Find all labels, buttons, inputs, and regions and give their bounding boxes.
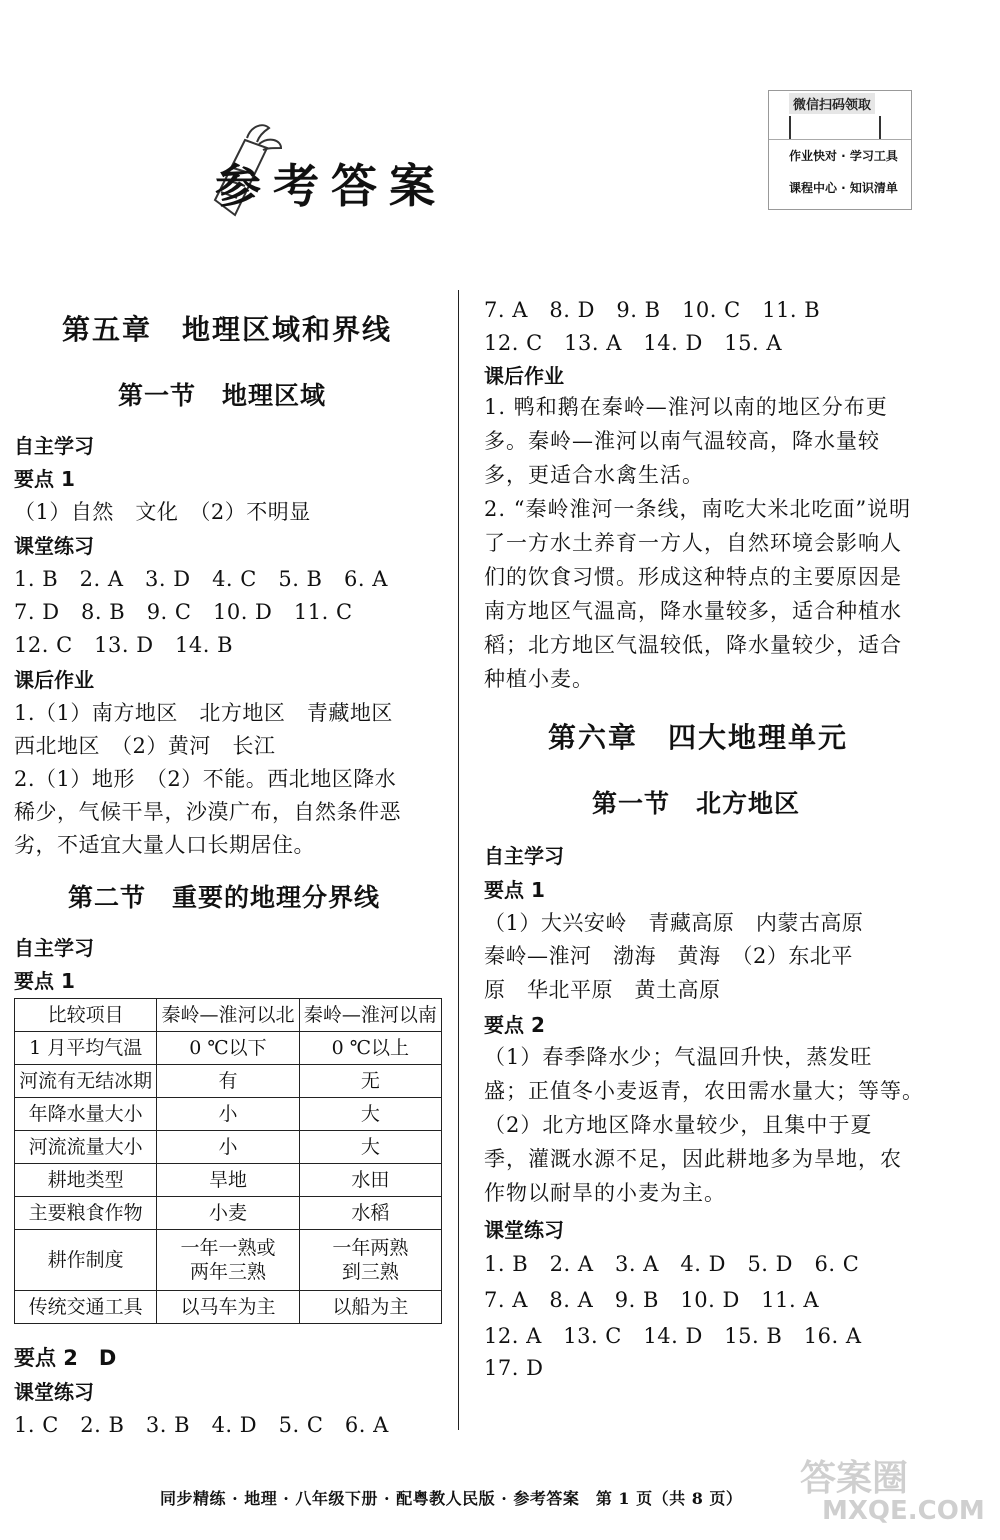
promo-bar — [789, 116, 791, 140]
table-row — [15, 1164, 442, 1197]
table-cell-line: 两年三熟 — [189, 1261, 266, 1283]
table-cell-line: 一年一熟或 — [180, 1237, 276, 1259]
answer-paragraph: 2. “秦岭淮河一条线，南吃大米北吃面”说明了一方水土养育一方人，自然环境会影响人们的饮食习惯。形成这种特点的主要原因是南方地区气温高，降水量较多，适合种植水稻；北方地区气温较低，降水量较少，适合种植小麦。 — [484, 497, 912, 691]
page-title: 参考答案 — [215, 159, 447, 213]
answer-line: 秦岭—淮河 渤海 黄海 （2）东北平 — [484, 944, 853, 968]
answer-line: 2.（1）地形 （2）不能。西北地区降水 — [14, 767, 397, 791]
promo-bar — [879, 116, 881, 140]
answer-line: 1. C 2. B 3. B 4. D 5. C 6. A — [14, 1413, 389, 1437]
qr-promo-box — [768, 90, 912, 210]
answer-line: 7. A 8. A 9. B 10. D 11. A — [484, 1288, 820, 1312]
watermark: MXQE.COM — [822, 1496, 985, 1526]
answer-line: 17. D — [484, 1356, 544, 1380]
table-cell: 年降水量大小 — [15, 1098, 157, 1131]
section-heading: 第一节 地理区域 — [118, 381, 327, 410]
table-cell: 旱地 — [157, 1164, 299, 1197]
table-cell: 以船为主 — [299, 1291, 441, 1324]
table-cell-line: 一年两熟 — [332, 1237, 409, 1259]
table-cell: 以马车为主 — [157, 1291, 299, 1324]
answer-line: 12. A 13. C 14. D 15. B 16. A — [484, 1324, 862, 1348]
answer-line: 原 华北平原 黄土高原 — [484, 978, 721, 1002]
table-cell: 水稻 — [299, 1197, 441, 1230]
answer-line: 稀少，气候干旱，沙漠广布，自然条件恶 — [14, 800, 401, 824]
table-cell: 河流有无结冰期 — [15, 1065, 157, 1098]
table-cell: 大 — [299, 1131, 441, 1164]
promo-line: 课程中心 · 知识清单 — [789, 181, 898, 195]
comparison-table — [14, 998, 442, 1324]
table-header-row — [15, 999, 442, 1032]
sub-heading: 课后作业 — [14, 668, 94, 692]
column-divider — [458, 290, 459, 1430]
table-header-cell: 秦岭—淮河以北 — [157, 999, 299, 1032]
table-row — [15, 1131, 442, 1164]
promo-heading: 微信扫码领取 — [789, 93, 875, 114]
table-header-cell: 比较项目 — [15, 999, 157, 1032]
table-cell — [157, 1230, 299, 1291]
answer-paragraph: 1. 鸭和鹅在秦岭—淮河以南的地区分布更多。秦岭—淮河以南气温较高，降水量较多，更适合水禽生活。 — [484, 395, 888, 487]
key-point-label: 要点 1 — [14, 467, 75, 491]
table-cell: 大 — [299, 1098, 441, 1131]
table-header-cell: 秦岭—淮河以南 — [299, 999, 441, 1032]
chapter-heading: 第五章 地理区域和界线 — [62, 313, 393, 346]
table-cell-line: 到三熟 — [341, 1261, 399, 1283]
answer-line: 7. A 8. D 9. B 10. C 11. B — [484, 298, 821, 322]
answer-line: 1. B 2. A 3. A 4. D 5. D 6. C — [484, 1252, 860, 1276]
sub-heading: 自主学习 — [14, 434, 94, 458]
key-point-label: 要点 1 — [14, 969, 75, 993]
key-point-label: 要点 1 — [484, 878, 545, 902]
sub-heading: 课堂练习 — [14, 1380, 94, 1404]
table-cell: 0 ℃以上 — [299, 1032, 441, 1065]
table-row — [15, 1291, 442, 1324]
page-footer: 同步精练 · 地理 · 八年级下册 · 配粤教人民版 · 参考答案 第 1 页（共 8 页） — [160, 1489, 743, 1508]
answer-line: （1）自然 文化 （2）不明显 — [14, 500, 311, 524]
sub-heading: 自主学习 — [14, 936, 94, 960]
table-cell: 小 — [157, 1131, 299, 1164]
table-cell: 河流流量大小 — [15, 1131, 157, 1164]
sub-heading: 课后作业 — [484, 364, 564, 388]
promo-line: 作业快对 · 学习工具 — [789, 149, 898, 163]
key-point-label: 要点 2 D — [14, 1346, 117, 1370]
table-cell: 传统交通工具 — [15, 1291, 157, 1324]
answer-paragraph: （1）春季降水少；气温回升快，蒸发旺盛；正值冬小麦返青，农田需水量大；等等。 （2）北方地区降水量较少，且集中于夏季，灌溉水源不足，因此耕地多为旱地，农作物以耐旱的小麦为主。 — [484, 1045, 936, 1205]
section-heading: 第二节 重要的地理分界线 — [68, 883, 381, 912]
answer-line: 7. D 8. B 9. C 10. D 11. C — [14, 600, 353, 624]
table-row — [15, 1230, 442, 1291]
answer-line: 1. B 2. A 3. D 4. C 5. B 6. A — [14, 567, 388, 591]
key-point-label: 要点 2 — [484, 1013, 545, 1037]
answer-line: （1）大兴安岭 青藏高原 内蒙古高原 — [484, 911, 864, 935]
table-cell: 耕地类型 — [15, 1164, 157, 1197]
section-heading: 第一节 北方地区 — [592, 789, 801, 818]
table-cell: 耕作制度 — [15, 1230, 157, 1291]
sub-heading: 课堂练习 — [14, 534, 94, 558]
table-cell: 小 — [157, 1098, 299, 1131]
table-cell — [299, 1230, 441, 1291]
table-cell: 水田 — [299, 1164, 441, 1197]
table-cell: 有 — [157, 1065, 299, 1098]
sub-heading: 课堂练习 — [484, 1218, 564, 1242]
table-row — [15, 1098, 442, 1131]
chapter-heading: 第六章 四大地理单元 — [548, 721, 849, 754]
table-cell: 小麦 — [157, 1197, 299, 1230]
answer-line: 劣，不适宜大量人口长期居住。 — [14, 833, 315, 857]
table-cell: 无 — [299, 1065, 441, 1098]
table-cell: 0 ℃以下 — [157, 1032, 299, 1065]
table-row — [15, 1032, 442, 1065]
table-row — [15, 1065, 442, 1098]
answer-line: 1.（1）南方地区 北方地区 青藏地区 — [14, 701, 393, 725]
answer-line: 12. C 13. D 14. B — [14, 633, 234, 657]
answer-line: 12. C 13. A 14. D 15. A — [484, 331, 783, 355]
table-row — [15, 1197, 442, 1230]
sub-heading: 自主学习 — [484, 844, 564, 868]
table-cell: 主要粮食作物 — [15, 1197, 157, 1230]
watermark: 答案圈 — [800, 1458, 909, 1499]
answer-line: 西北地区 （2）黄河 长江 — [14, 734, 276, 758]
promo-divider — [769, 139, 911, 140]
table-cell: 1 月平均气温 — [15, 1032, 157, 1065]
